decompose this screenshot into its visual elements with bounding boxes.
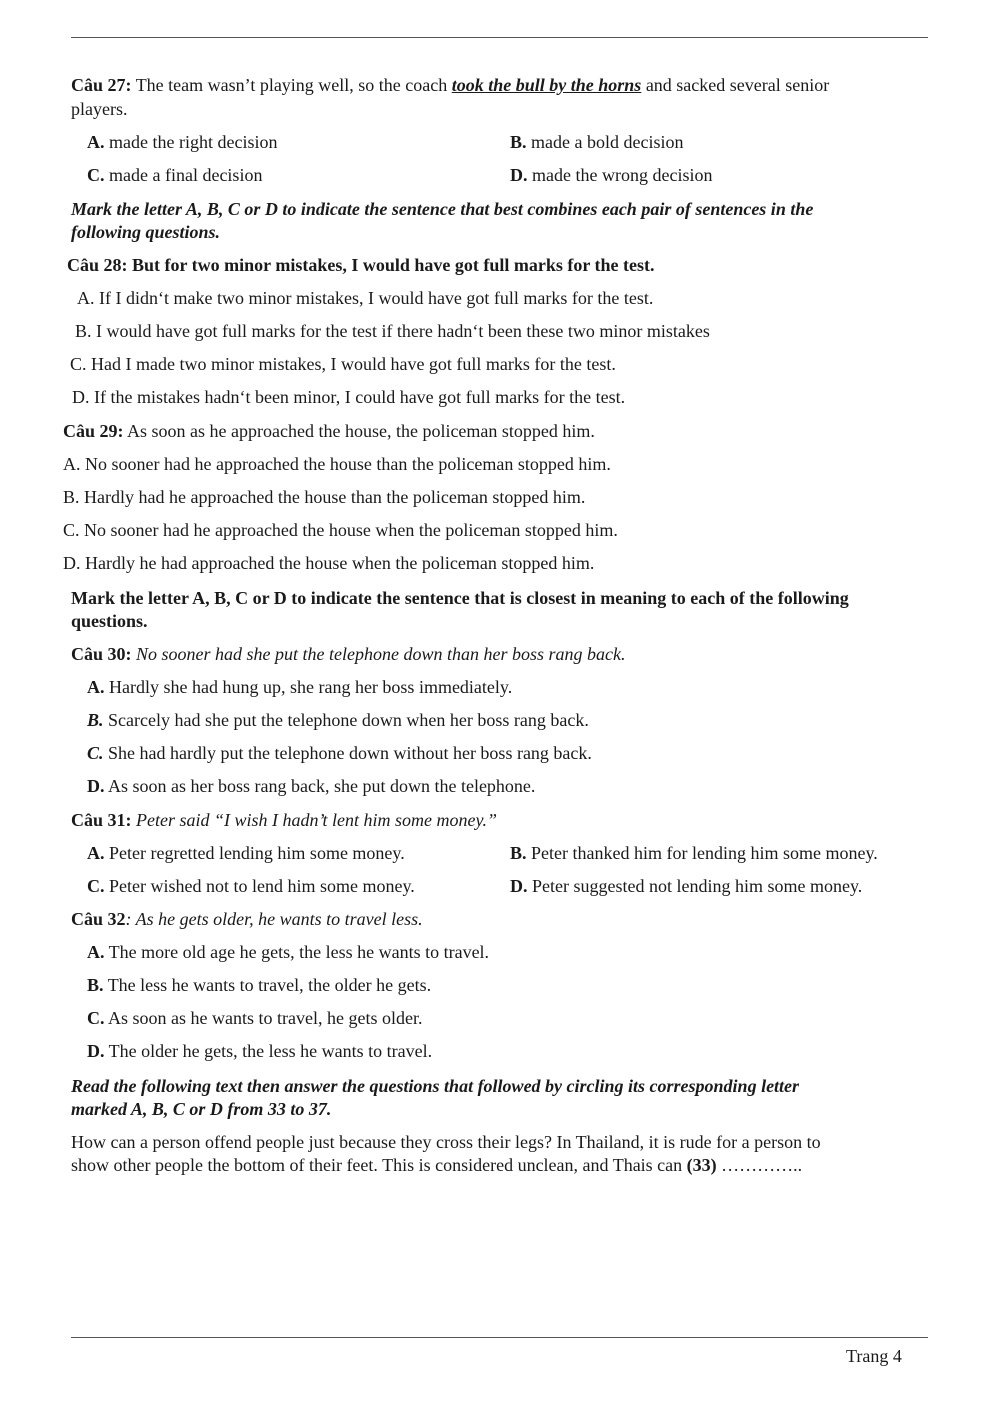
option-a[interactable]: A. The more old age he gets, the less he wants to travel.	[87, 942, 490, 962]
instruction-combine: Mark the letter A, B, C or D to indicate the sentence that best combines each pair of sentences in the	[71, 199, 814, 219]
option-c[interactable]: C. She had hardly put the telephone down without her boss rang back.	[87, 743, 592, 763]
question-30-stem: Câu 30: No sooner had she put the telephone down than her boss rang back.	[71, 644, 626, 664]
question-29-stem: Câu 29: As soon as he approached the house, the policeman stopped him.	[63, 421, 595, 441]
question-label: Câu 30:	[71, 644, 132, 664]
question-label: Câu 32	[71, 909, 126, 929]
instruction-reading: Read the following text then answer the questions that followed by circling its corresponding letter	[71, 1076, 800, 1096]
instruction-reading-continued: marked A, B, C or D from 33 to 37.	[71, 1099, 332, 1119]
option-a[interactable]: A. No sooner had he approached the house than the policeman stopped him.	[63, 454, 611, 474]
passage-line: show other people the bottom of their feet. This is considered unclean, and Thais can (33) …………..	[71, 1155, 803, 1175]
question-32-stem: Câu 32: As he gets older, he wants to travel less.	[71, 909, 423, 929]
instruction-closest-continued: questions.	[71, 611, 148, 631]
option-c[interactable]: C. As soon as he wants to travel, he gets older.	[87, 1008, 423, 1028]
option-c[interactable]: C. No sooner had he approached the house when the policeman stopped him.	[63, 520, 618, 540]
option-d[interactable]: D. If the mistakes hadn‘t been minor, I could have got full marks for the test.	[72, 387, 626, 407]
option-c[interactable]: C. Had I made two minor mistakes, I would have got full marks for the test.	[70, 354, 616, 374]
option-d[interactable]: D. made the wrong decision	[510, 165, 713, 185]
option-d[interactable]: D. As soon as her boss rang back, she put down the telephone.	[87, 776, 536, 796]
footer-divider	[71, 1337, 928, 1338]
question-31-stem: Câu 31: Peter said “I wish I hadn’t lent him some money.”	[71, 810, 497, 830]
blank-dots: …………..	[716, 1155, 803, 1175]
option-b[interactable]: B. Peter thanked him for lending him some money.	[510, 843, 878, 863]
question-label: Câu 31:	[71, 810, 132, 830]
option-b[interactable]: B. I would have got full marks for the test if there hadn‘t been these two minor mistakes	[75, 321, 710, 341]
option-d[interactable]: D. Peter suggested not lending him some money.	[510, 876, 863, 896]
option-a[interactable]: A. If I didn‘t make two minor mistakes, I would have got full marks for the test.	[77, 288, 654, 308]
option-b[interactable]: B. Hardly had he approached the house than the policeman stopped him.	[63, 487, 586, 507]
instruction-closest: Mark the letter A, B, C or D to indicate the sentence that is closest in meaning to each of the following	[71, 588, 849, 608]
header-divider	[71, 37, 928, 38]
option-a[interactable]: A. Hardly she had hung up, she rang her boss immediately.	[87, 677, 513, 697]
question-28-stem: Câu 28: But for two minor mistakes, I would have got full marks for the test.	[67, 255, 655, 275]
instruction-combine-continued: following questions.	[71, 222, 221, 242]
question-label: Câu 29:	[63, 421, 124, 441]
option-b[interactable]: B. Scarcely had she put the telephone down when her boss rang back.	[87, 710, 589, 730]
option-a[interactable]: A. Peter regretted lending him some money.	[87, 843, 405, 863]
blank-number: (33)	[686, 1155, 717, 1175]
option-d[interactable]: D. The older he gets, the less he wants to travel.	[87, 1041, 433, 1061]
option-c[interactable]: C. made a final decision	[87, 165, 263, 185]
passage-line: How can a person offend people just because they cross their legs? In Thailand, it is rude for a person to	[71, 1132, 821, 1152]
option-a[interactable]: A. made the right decision	[87, 132, 278, 152]
question-27-stem-continued: players.	[71, 99, 128, 119]
option-c[interactable]: C. Peter wished not to lend him some money.	[87, 876, 415, 896]
page-number: Trang 4	[846, 1346, 902, 1366]
question-27-stem: Câu 27: The team wasn’t playing well, so the coach took the bull by the horns and sacked several senior	[71, 75, 830, 95]
underlined-idiom: took the bull by the horns	[451, 75, 642, 95]
option-b[interactable]: B. made a bold decision	[510, 132, 684, 152]
question-label: Câu 27:	[71, 75, 132, 95]
option-d[interactable]: D. Hardly he had approached the house when the policeman stopped him.	[63, 553, 595, 573]
option-b[interactable]: B. The less he wants to travel, the older he gets.	[87, 975, 432, 995]
